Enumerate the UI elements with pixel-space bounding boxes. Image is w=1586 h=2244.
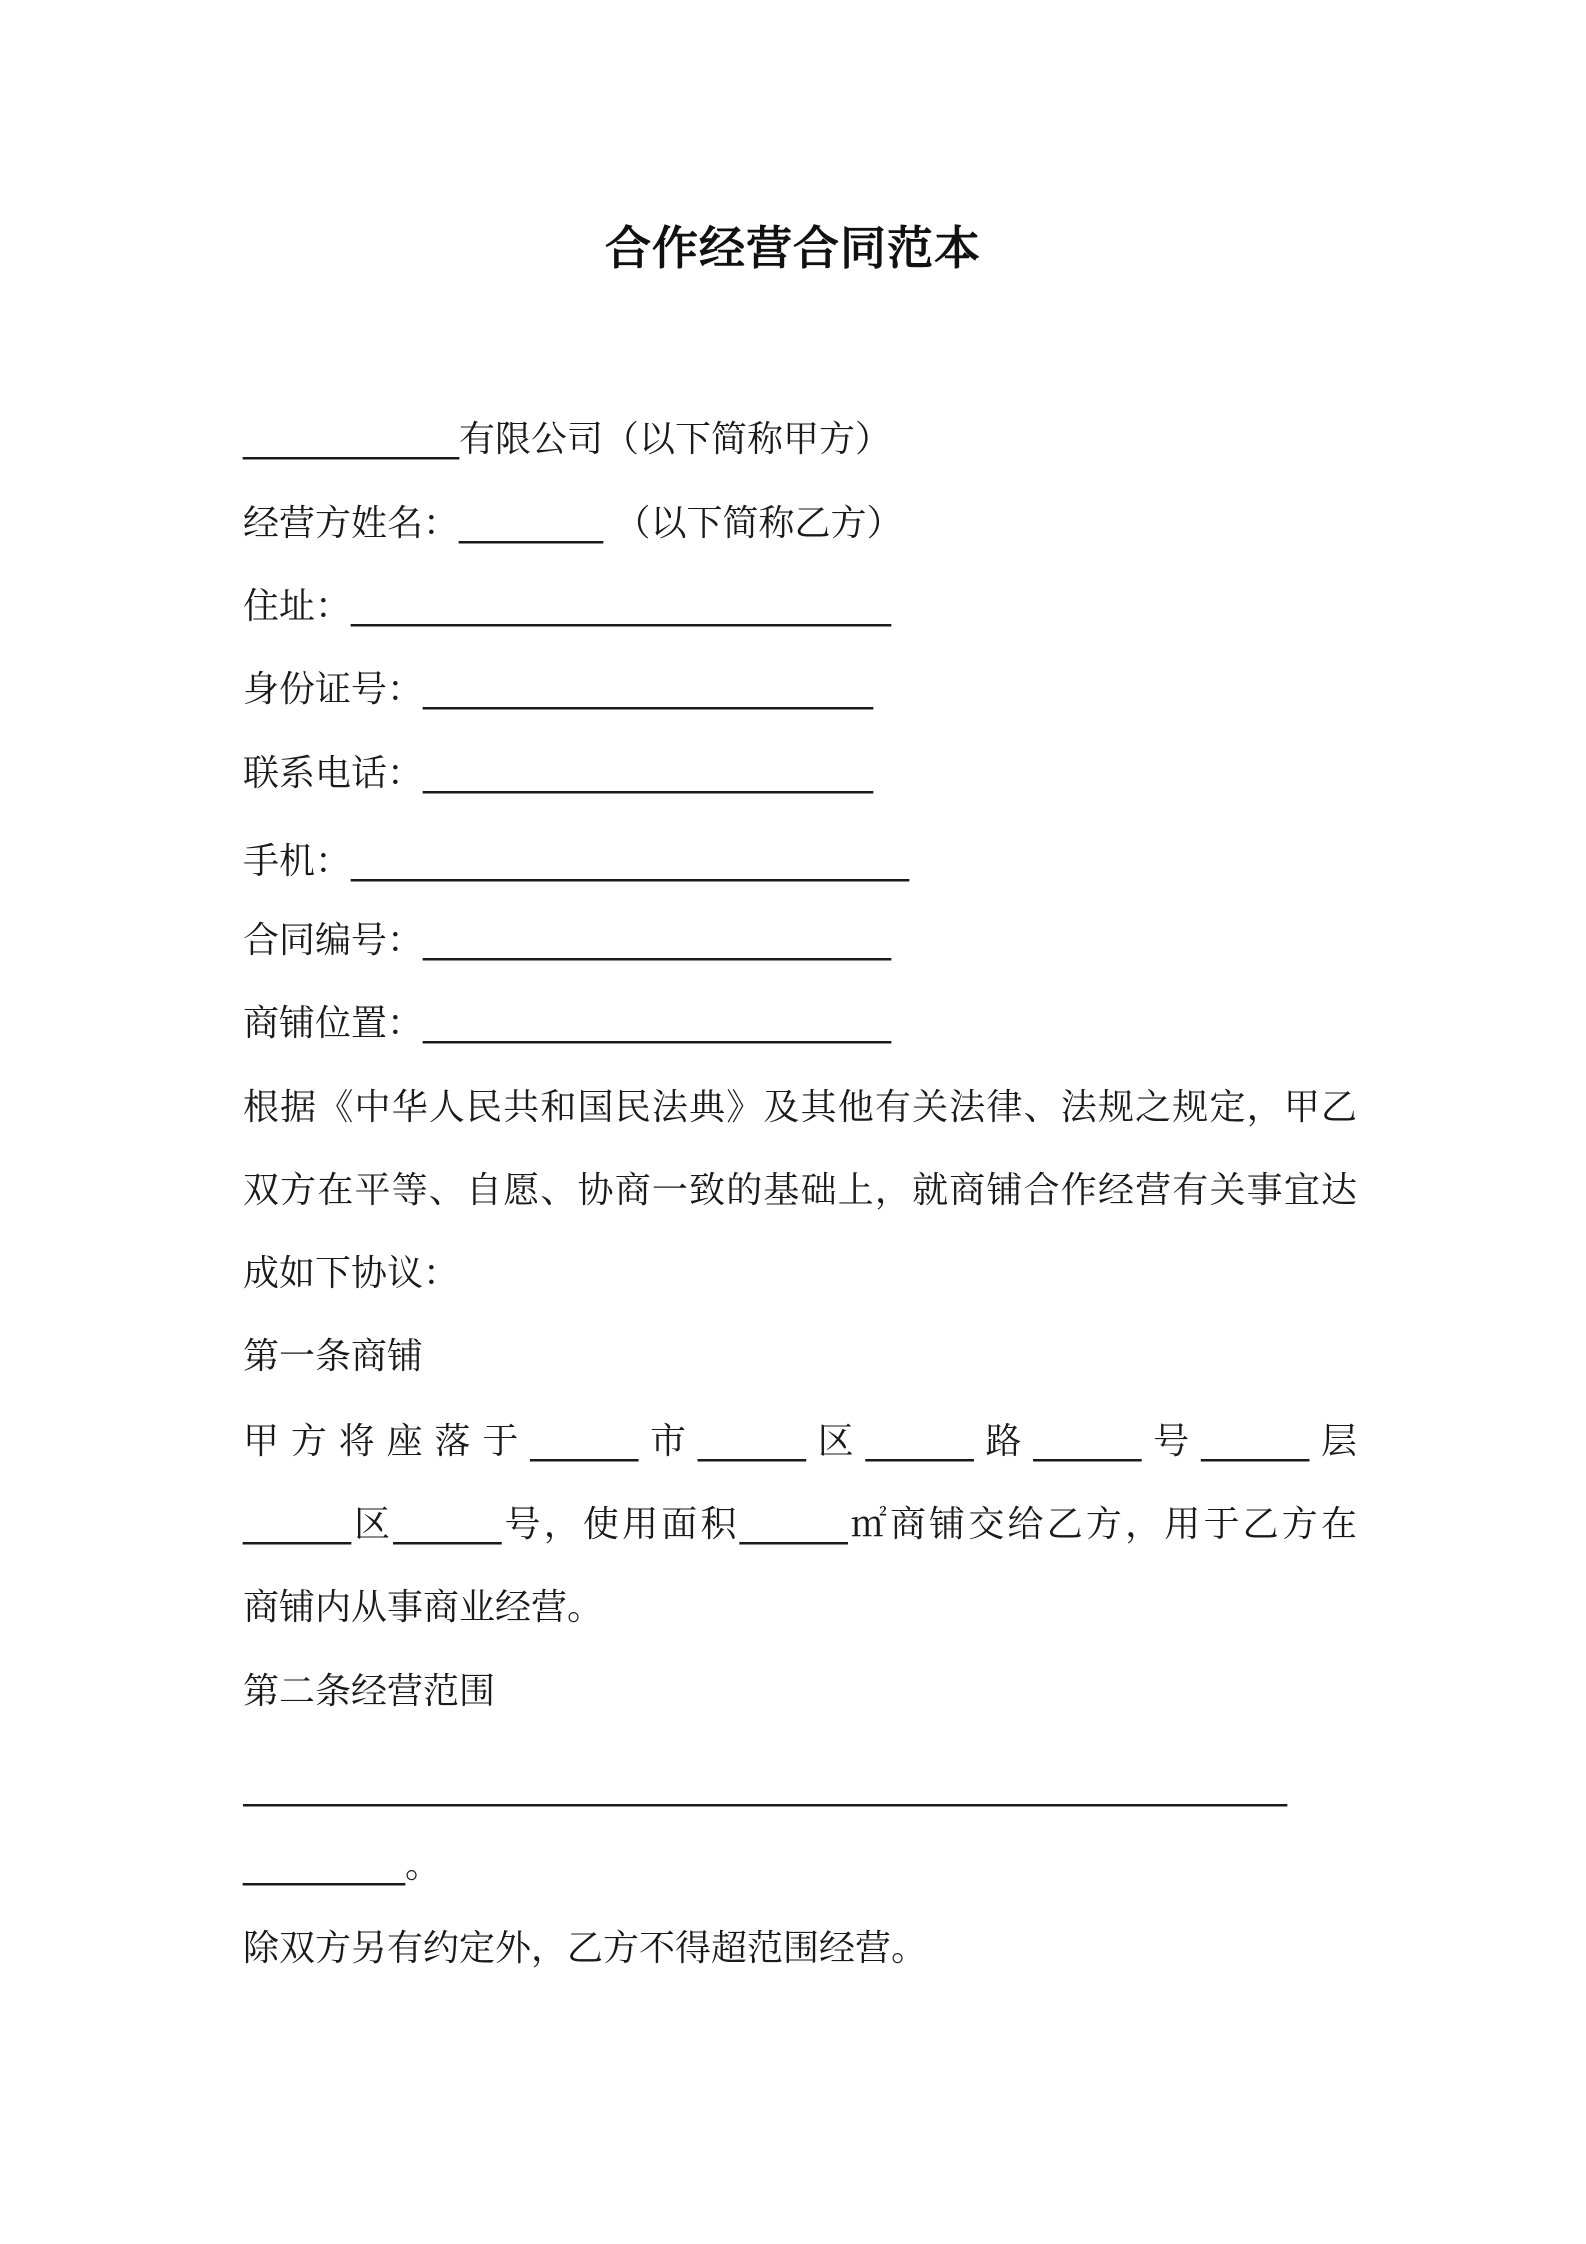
article1-line-2: ______区______号，使用面积______㎡商铺交给乙方，用于乙方在 xyxy=(243,1504,1357,1545)
id-number-line: 身份证号：_________________________ xyxy=(243,669,874,710)
shop-location-line: 商铺位置：__________________________ xyxy=(243,1003,892,1044)
preamble-line-2: 双方在平等、自愿、协商一致的基础上，就商铺合作经营有关事宜达 xyxy=(243,1170,1357,1211)
contract-number-line: 合同编号：__________________________ xyxy=(243,920,892,961)
party-a-line: ____________有限公司（以下简称甲方） xyxy=(243,419,892,460)
article1-line-1: 甲方将座落于______市______区______路______号______层 xyxy=(243,1421,1357,1462)
contact-phone-line: 联系电话：_________________________ xyxy=(243,753,874,794)
article1-line-3: 商铺内从事商业经营。 xyxy=(243,1587,604,1628)
mobile-line: 手机：_______________________________ xyxy=(243,841,910,882)
article2-blank-line-1: __________________________________________________________ xyxy=(243,1766,1287,1807)
article2-blank-line-2: _________。 xyxy=(243,1845,442,1886)
article2-note: 除双方另有约定外，乙方不得超范围经营。 xyxy=(243,1928,928,1969)
preamble-line-1: 根据《中华人民共和国民法典》及其他有关法律、法规之规定，甲乙 xyxy=(243,1087,1357,1128)
document-title: 合作经营合同范本 xyxy=(605,221,981,275)
preamble-line-3: 成如下协议： xyxy=(243,1253,460,1294)
operator-name-line: 经营方姓名：________ （以下简称乙方） xyxy=(243,503,903,544)
address-line: 住址：______________________________ xyxy=(243,586,892,627)
article2-heading: 第二条经营范围 xyxy=(243,1671,496,1712)
article1-heading: 第一条商铺 xyxy=(243,1336,424,1377)
